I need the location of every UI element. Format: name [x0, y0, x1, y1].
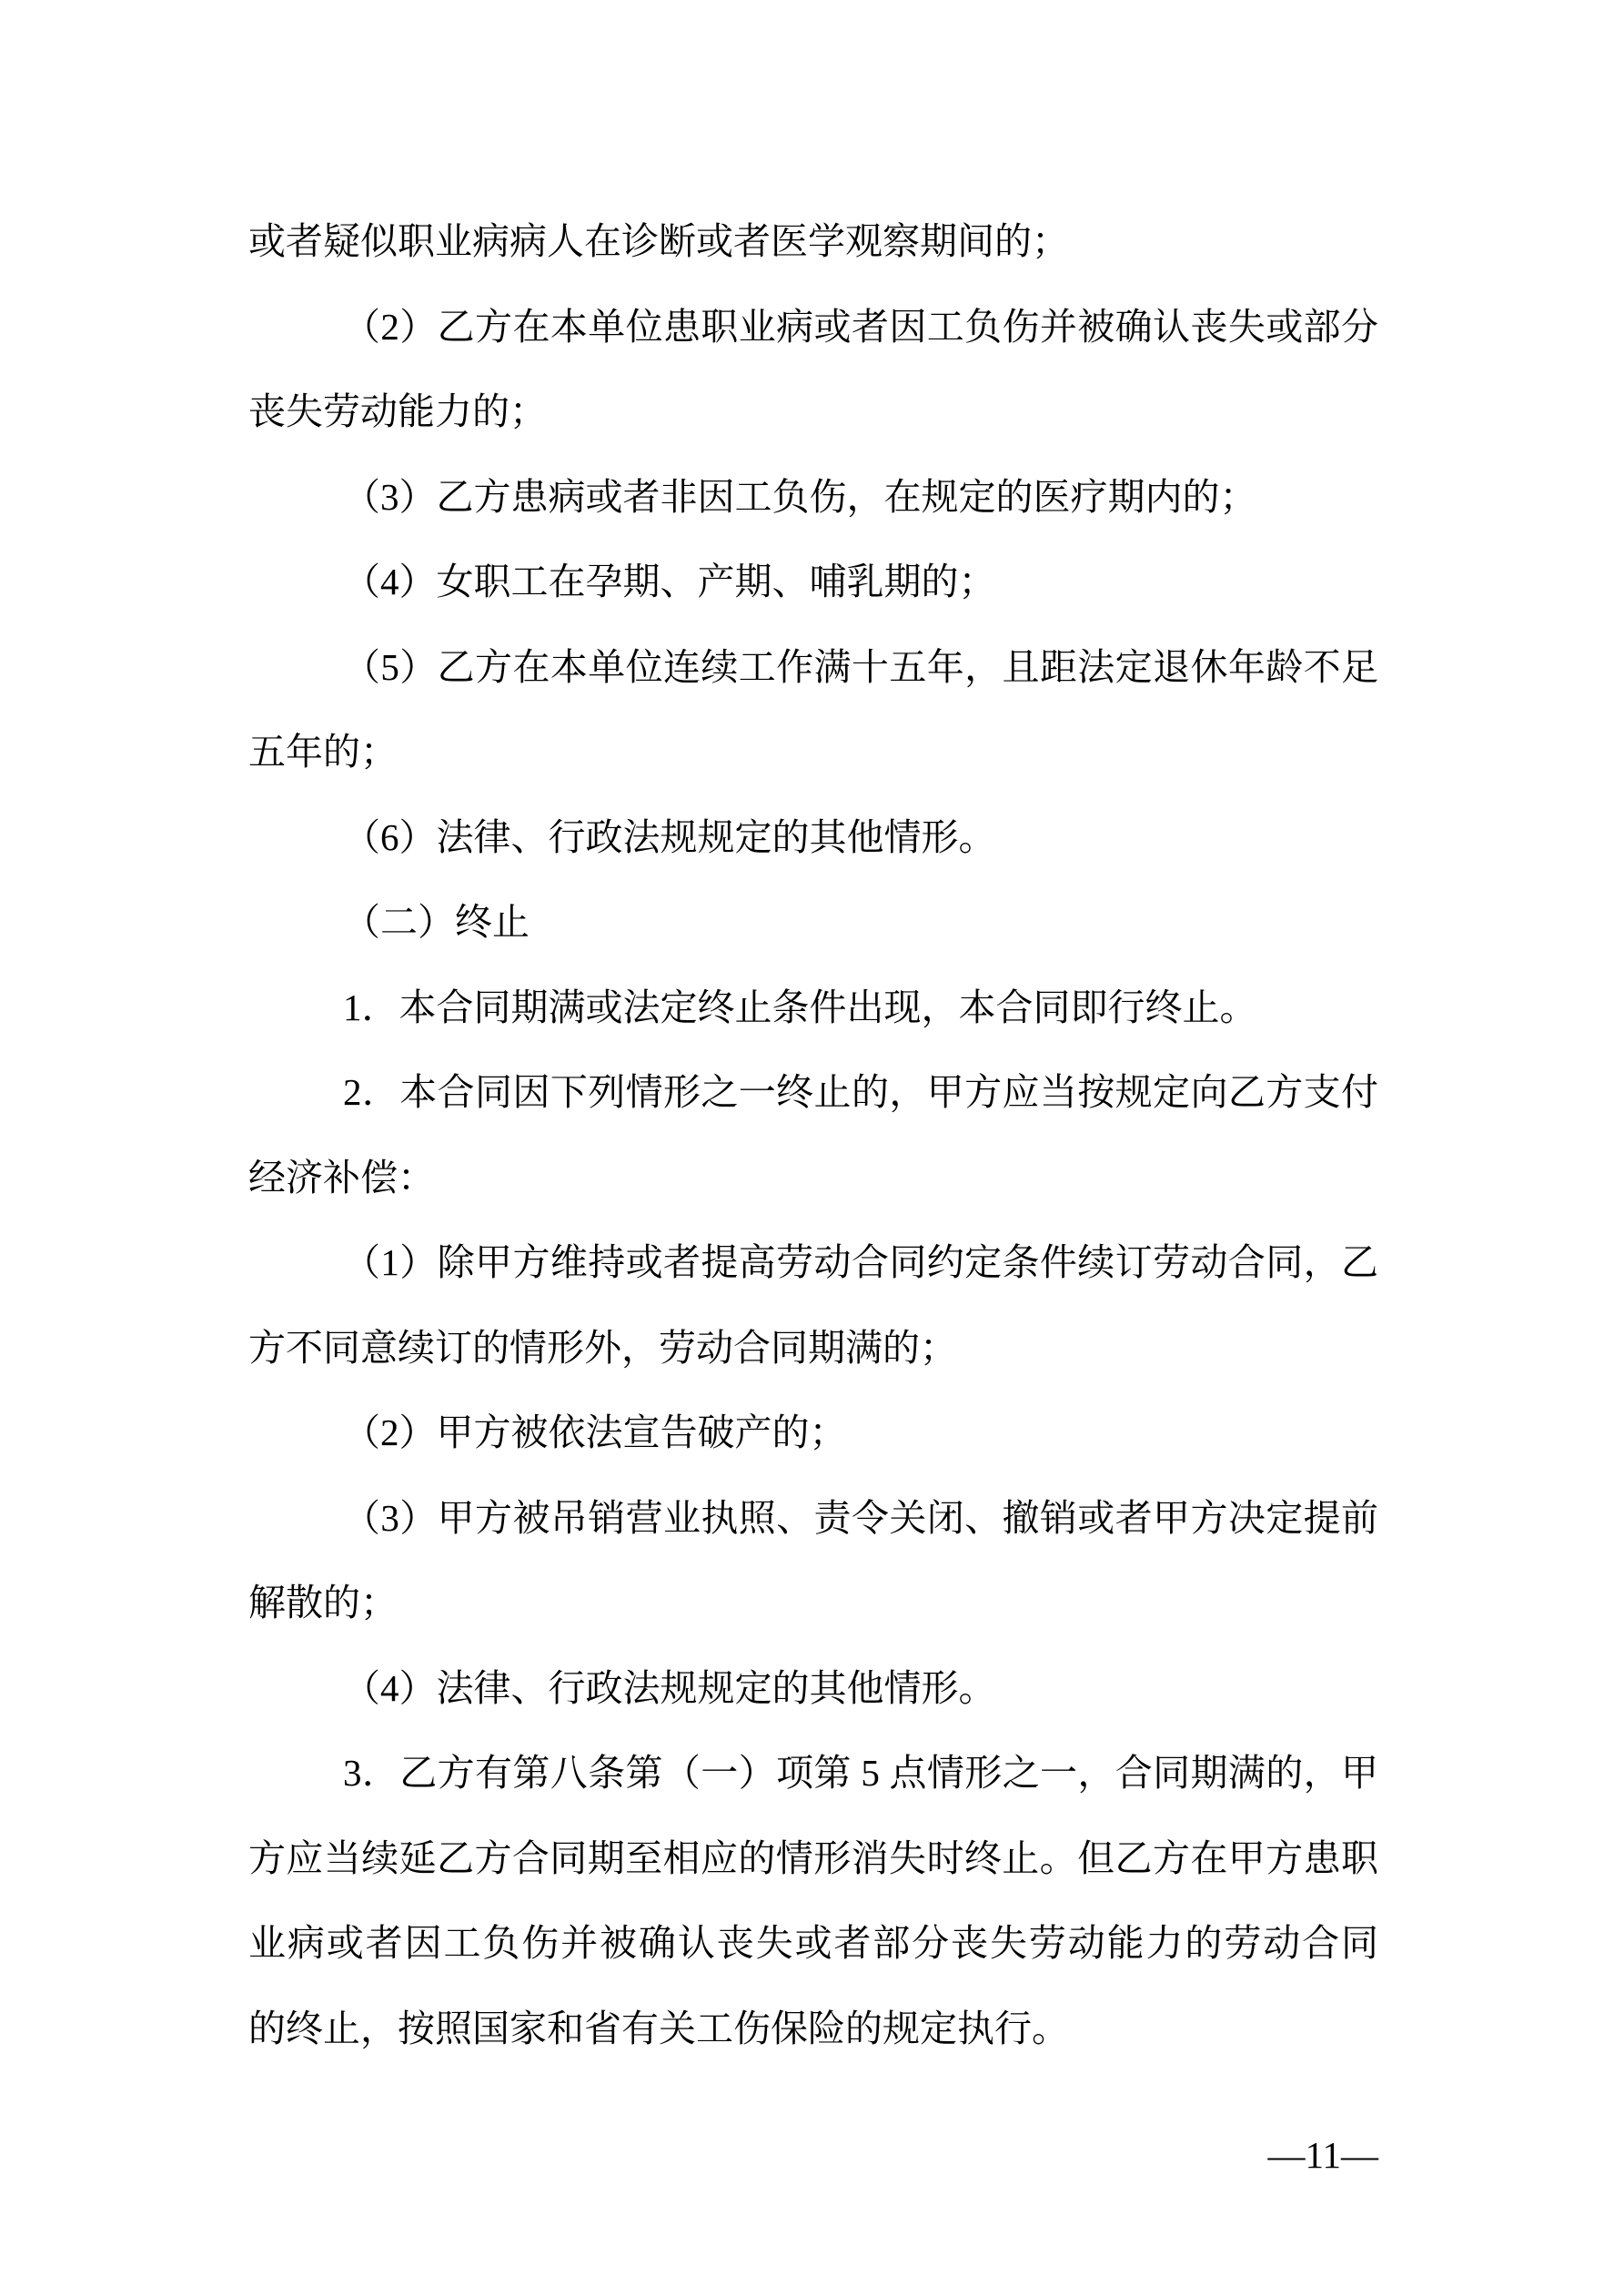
text-line: 1．本合同期满或法定终止条件出现，本合同即行终止。: [343, 986, 1257, 1028]
text-line: （4）法律、行政法规规定的其他情形。: [343, 1666, 996, 1709]
text-line: 五年的；: [248, 731, 398, 773]
text-line: （5）乙方在本单位连续工作满十五年，且距法定退休年龄不足: [343, 645, 1378, 688]
text-line: 方应当续延乙方合同期至相应的情形消失时终止。但乙方在甲方患职: [248, 1836, 1378, 1879]
text-line: 解散的；: [248, 1582, 398, 1623]
page-number: —11—: [1267, 2134, 1378, 2176]
text-line: 的终止，按照国家和省有关工伤保险的规定执行。: [248, 2007, 1069, 2049]
text-line: 3．乙方有第八条第（一）项第 5 点情形之一，合同期满的，甲: [343, 1752, 1378, 1794]
contract-text-block: [248, 199, 1378, 2071]
text-line: 业病或者因工负伤并被确认丧失或者部分丧失劳动能力的劳动合同: [248, 1922, 1378, 1964]
text-line: （二）终止: [343, 901, 530, 943]
text-line: 或者疑似职业病病人在诊断或者医学观察期间的；: [248, 220, 1069, 262]
text-line: （2）甲方被依法宣告破产的；: [343, 1411, 847, 1453]
text-line: 丧失劳动能力的；: [248, 390, 547, 432]
text-line: 方不同意续订的情形外，劳动合同期满的；: [248, 1326, 957, 1369]
text-line: （6）法律、行政法规规定的其他情形。: [343, 815, 996, 858]
text-line: （3）乙方患病或者非因工负伤，在规定的医疗期内的；: [343, 475, 1257, 518]
text-line: （4）女职工在孕期、产期、哺乳期的；: [343, 561, 996, 602]
text-line: （1）除甲方维持或者提高劳动合同约定条件续订劳动合同，乙: [343, 1241, 1378, 1283]
text-line: 2．本合同因下列情形之一终止的，甲方应当按规定向乙方支付: [343, 1071, 1378, 1113]
text-line: （2）乙方在本单位患职业病或者因工负伤并被确认丧失或部分: [343, 305, 1378, 348]
text-line: （3）甲方被吊销营业执照、责令关闭、撤销或者甲方决定提前: [343, 1496, 1378, 1539]
text-line: 经济补偿：: [248, 1156, 435, 1199]
